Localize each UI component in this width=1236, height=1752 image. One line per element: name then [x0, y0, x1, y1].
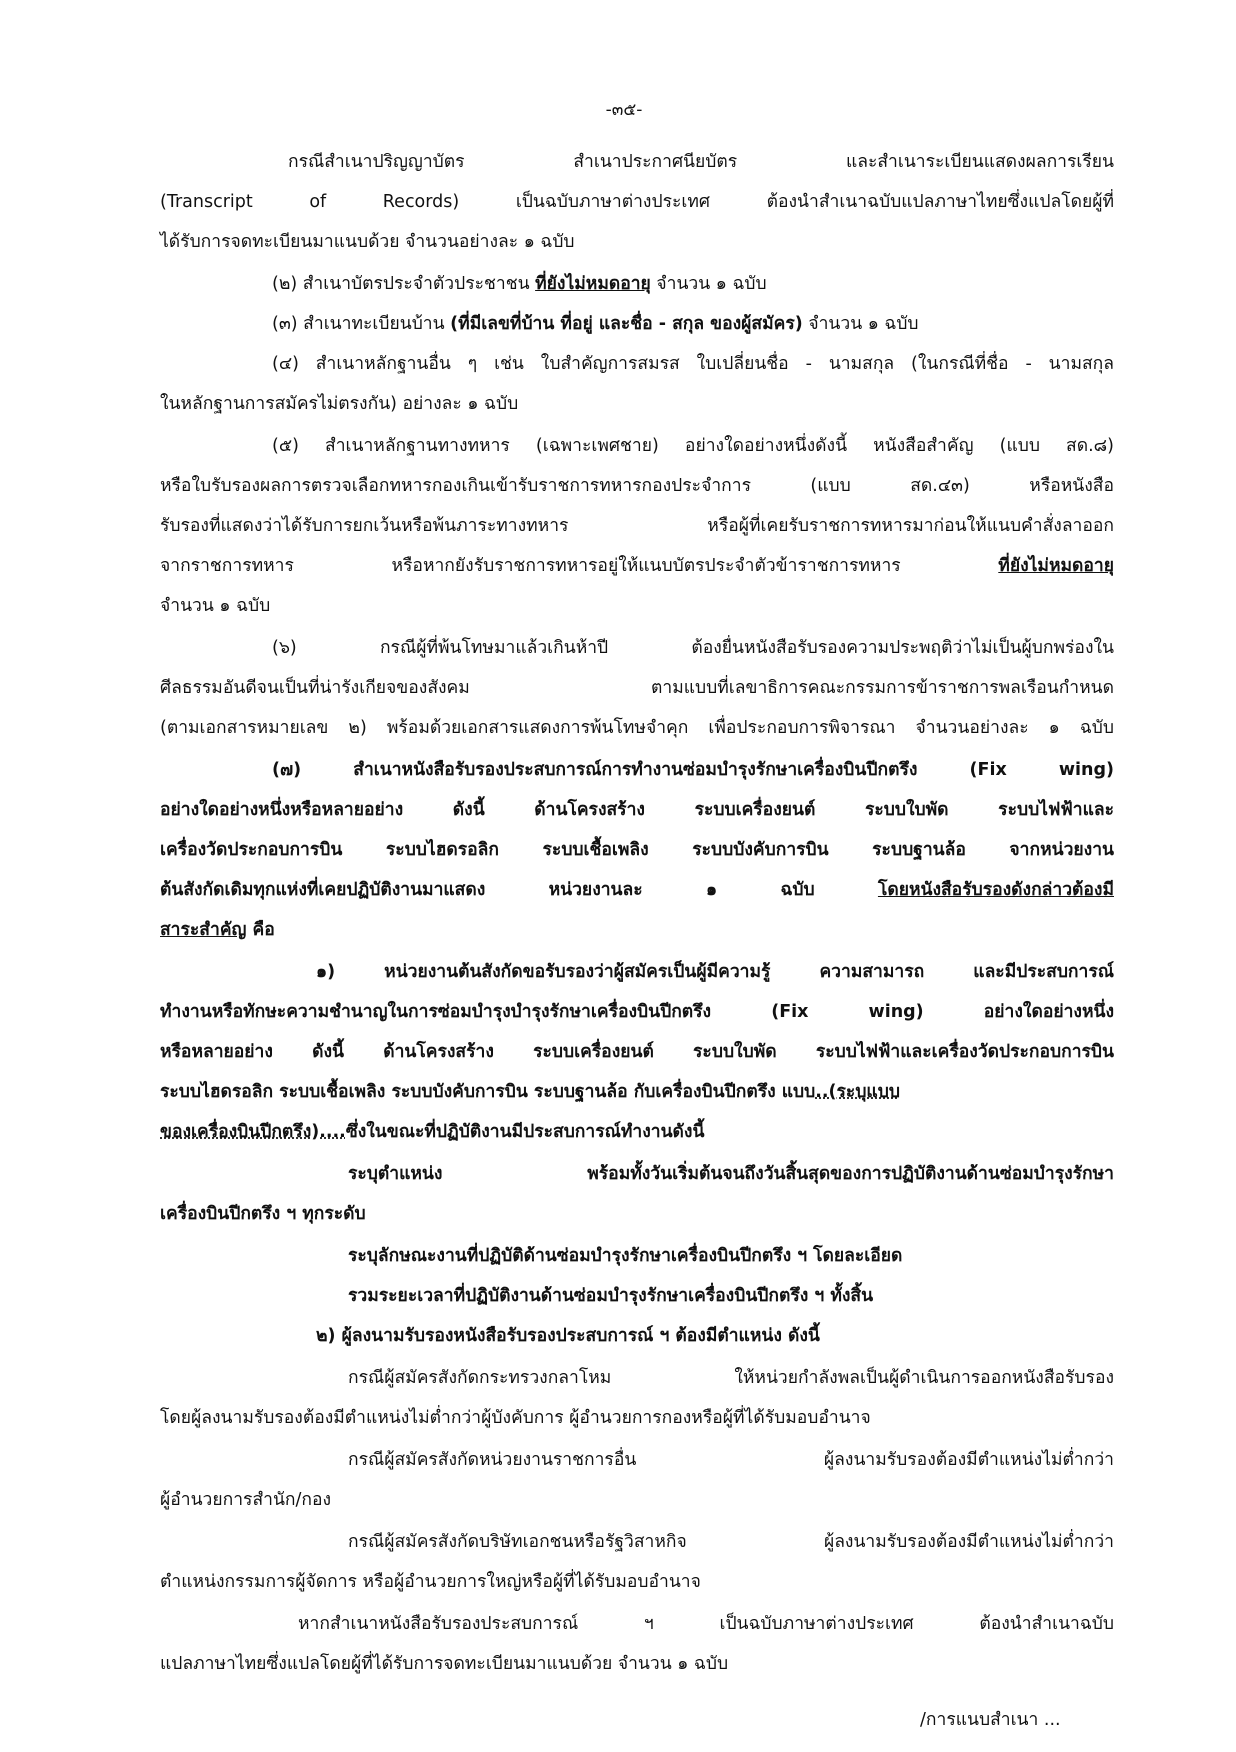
sub-1-line-4 [160, 1072, 900, 1112]
item-7-line-2: อย่างใดอย่างหนึ่งหรือหลายอย่าง ดังนี้ ด้านโครงสร้าง ระบบเครื่องยนต์ ระบบใบพัด ระบบไฟฟ้าและ [160, 800, 1114, 820]
sub-1-bullet-1-line-1: ระบุตำแหน่ง พร้อมทั้งวันเริ่มต้นจนถึงวันสิ้นสุดของการปฏิบัติงานด้านซ่อมบำรุงรักษา [348, 1164, 1114, 1184]
sub-2-case-2-line-1: กรณีผู้สมัครสังกัดหน่วยงานราชการอื่น ผู้ลงนามรับรองต้องมีตำแหน่งไม่ต่ำกว่า [348, 1450, 1114, 1470]
closing-line-2: แปลภาษาไทยซึ่งแปลโดยผู้ที่ได้รับการจดทะเบียนมาแนบด้วย จำนวน ๑ ฉบับ [160, 1654, 729, 1674]
page-number: -๓๕- [605, 100, 643, 120]
item-5-line-3: รับรองที่แสดงว่าได้รับการยกเว้นหรือพ้นภาระทางทหาร หรือผู้ที่เคยรับราชการทหารมาก่อนให้แนบคำสั่งลาออก [160, 516, 1114, 536]
item-7-tail: คือ [246, 920, 275, 940]
continuation-note: /การแนบสำเนา ... [920, 1710, 1061, 1730]
item-5-line-5: จำนวน ๑ ฉบับ [160, 596, 271, 616]
intro-line-1: กรณีสำเนาปริญญาบัตร สำเนาประกาศนียบัตร และสำเนาระเบียนแสดงผลการเรียน [288, 152, 1114, 172]
item-2-tail: จำนวน ๑ ฉบับ [650, 274, 767, 294]
item-5-line-4-text: จากราชการทหาร หรือหากยังรับราชการทหารอยู่ให้แนบบัตรประจำตัวข้าราชการทหาร [160, 556, 999, 576]
item-7-line-5 [160, 910, 275, 950]
sub-1-bullet-3: รวมระยะเวลาที่ปฏิบัติงานด้านซ่อมบำรุงรักษาเครื่องบินปีกตรึง ฯ ทั้งสิ้น [348, 1286, 874, 1306]
sub-1-line-4-text: ระบบไฮดรอลิก ระบบเชื้อเพลิง ระบบบังคับการบิน ระบบฐานล้อ กับเครื่องบินปีกตรึง แบบ [160, 1082, 816, 1102]
item-3-text: (๓) สำเนาทะเบียนบ้าน [272, 314, 451, 334]
item-7-line-4 [160, 870, 1114, 910]
intro-line-3: ได้รับการจดทะเบียนมาแนบด้วย จำนวนอย่างละ ๑ ฉบับ [160, 232, 575, 252]
sub-2-case-3-line-1: กรณีผู้สมัครสังกัดบริษัทเอกชนหรือรัฐวิสาหกิจ ผู้ลงนามรับรองต้องมีตำแหน่งไม่ต่ำกว่า [348, 1532, 1114, 1552]
item-2-text: (๒) สำเนาบัตรประจำตัวประชาชน [272, 274, 536, 294]
item-7-line-3: เครื่องวัดประกอบการบิน ระบบไฮดรอลิก ระบบเชื้อเพลิง ระบบบังคับการบิน ระบบฐานล้อ จากหน่วยงาน [160, 840, 1114, 860]
sub-1-line-1: ๑) หน่วยงานต้นสังกัดขอรับรองว่าผู้สมัครเป็นผู้มีความรู้ ความสามารถ และมีประสบการณ์ [316, 962, 1114, 982]
sub-1-bullet-1-line-2: เครื่องบินปีกตรึง ฯ ทุกระดับ [160, 1204, 366, 1224]
sub-2-case-1-line-2: โดยผู้ลงนามรับรองต้องมีตำแหน่งไม่ต่ำกว่าผู้บังคับการ ผู้อำนวยการกองหรือผู้ที่ได้รับมอบอำนาจ [160, 1408, 871, 1428]
item-2 [272, 264, 767, 304]
sub-1-aircraft-type: ..(ระบุแบบ [815, 1082, 900, 1102]
item-3-emphasis: (ที่มีเลขที่บ้าน ที่อยู่ และชื่อ - สกุล ของผู้สมัคร) [450, 314, 803, 334]
sub-2-case-3-line-2: ตำแหน่งกรรมการผู้จัดการ หรือผู้อำนวยการใหญ่หรือผู้ที่ได้รับมอบอำนาจ [160, 1572, 701, 1592]
item-7-emphasis: โดยหนังสือรับรองดังกล่าวต้องมี [877, 880, 1114, 900]
item-6-line-2: ศีลธรรมอันดีจนเป็นที่น่ารังเกียจของสังคม ตามแบบที่เลขาธิการคณะกรรมการข้าราชการพลเรือนกำหนด [160, 678, 1114, 698]
item-5-line-1: (๕) สำเนาหลักฐานทางทหาร (เฉพาะเพศชาย) อย่างใดอย่างหนึ่งดังนี้ หนังสือสำคัญ (แบบ สด.๘) [272, 436, 1114, 456]
sub-1-tail: ซึ่งในขณะที่ปฏิบัติงานมีประสบการณ์ทำงานดังนี้ [345, 1122, 705, 1142]
item-6-line-1: (๖) กรณีผู้ที่พ้นโทษมาแล้วเกินห้าปี ต้องยื่นหนังสือรับรองความประพฤติว่าไม่เป็นผู้บกพร่องใน [272, 638, 1114, 658]
item-3 [272, 304, 919, 344]
item-2-emphasis: ที่ยังไม่หมดอายุ [535, 274, 651, 294]
sub-2-title: ๒) ผู้ลงนามรับรองหนังสือรับรองประสบการณ์ ฯ ต้องมีตำแหน่ง ดังนี้ [316, 1326, 820, 1346]
item-6-line-3: (ตามเอกสารหมายเลข ๒) พร้อมด้วยเอกสารแสดงการพ้นโทษจำคุก เพื่อประกอบการพิจารณา จำนวนอย่างละ ๑ ฉบับ [160, 718, 1114, 738]
sub-1-line-5 [160, 1112, 704, 1152]
item-4-line-2: ในหลักฐานการสมัครไม่ตรงกัน) อย่างละ ๑ ฉบับ [160, 394, 519, 414]
sub-1-line-2: ทำงานหรือทักษะความชำนาญในการซ่อมบำรุงบำรุงรักษาเครื่องบินปีกตรึง (Fix wing) อย่างใดอย่างหนึ่ง [160, 1002, 1114, 1022]
item-3-tail: จำนวน ๑ ฉบับ [802, 314, 919, 334]
item-7-line-1: (๗) สำเนาหนังสือรับรองประสบการณ์การทำงานซ่อมบำรุงรักษาเครื่องบินปีกตรึง (Fix wing) [272, 760, 1114, 780]
item-7-emphasis-2: สาระสำคัญ [160, 920, 247, 940]
intro-line-2: (Transcript of Records) เป็นฉบับภาษาต่างประเทศ ต้องนำสำเนาฉบับแปลภาษาไทยซึ่งแปลโดยผู้ที่ [160, 192, 1114, 212]
sub-2-case-2-line-2: ผู้อำนวยการสำนัก/กอง [160, 1490, 332, 1510]
sub-1-line-3: หรือหลายอย่าง ดังนี้ ด้านโครงสร้าง ระบบเครื่องยนต์ ระบบใบพัด ระบบไฟฟ้าและเครื่องวัดประกอบการบิน [160, 1042, 1114, 1062]
item-4-line-1: (๔) สำเนาหลักฐานอื่น ๆ เช่น ใบสำคัญการสมรส ใบเปลี่ยนชื่อ - นามสกุล (ในกรณีที่ชื่อ - นามสกุล [272, 354, 1114, 374]
item-5-line-4 [160, 546, 1114, 586]
closing-line-1: หากสำเนาหนังสือรับรองประสบการณ์ ฯ เป็นฉบับภาษาต่างประเทศ ต้องนำสำเนาฉบับ [298, 1614, 1114, 1634]
sub-2-case-1-line-1: กรณีผู้สมัครสังกัดกระทรวงกลาโหม ให้หน่วยกำลังพลเป็นผู้ดำเนินการออกหนังสือรับรอง [348, 1368, 1114, 1388]
item-5-emphasis: ที่ยังไม่หมดอายุ [998, 556, 1114, 576]
sub-1-bullet-2: ระบุลักษณะงานที่ปฏิบัติด้านซ่อมบำรุงรักษาเครื่องบินปีกตรึง ฯ โดยละเอียด [348, 1246, 903, 1266]
item-7-line-4-text: ต้นสังกัดเดิมทุกแห่งที่เคยปฏิบัติงานมาแสดง หน่วยงานละ ๑ ฉบับ [160, 880, 878, 900]
item-5-line-2: หรือใบรับรองผลการตรวจเลือกทหารกองเกินเข้ารับราชการทหารกองประจำการ (แบบ สด.๔๓) หรือหนังสือ [160, 476, 1114, 496]
sub-1-aircraft-type-2: ของเครื่องบินปีกตรึง).... [160, 1122, 346, 1142]
